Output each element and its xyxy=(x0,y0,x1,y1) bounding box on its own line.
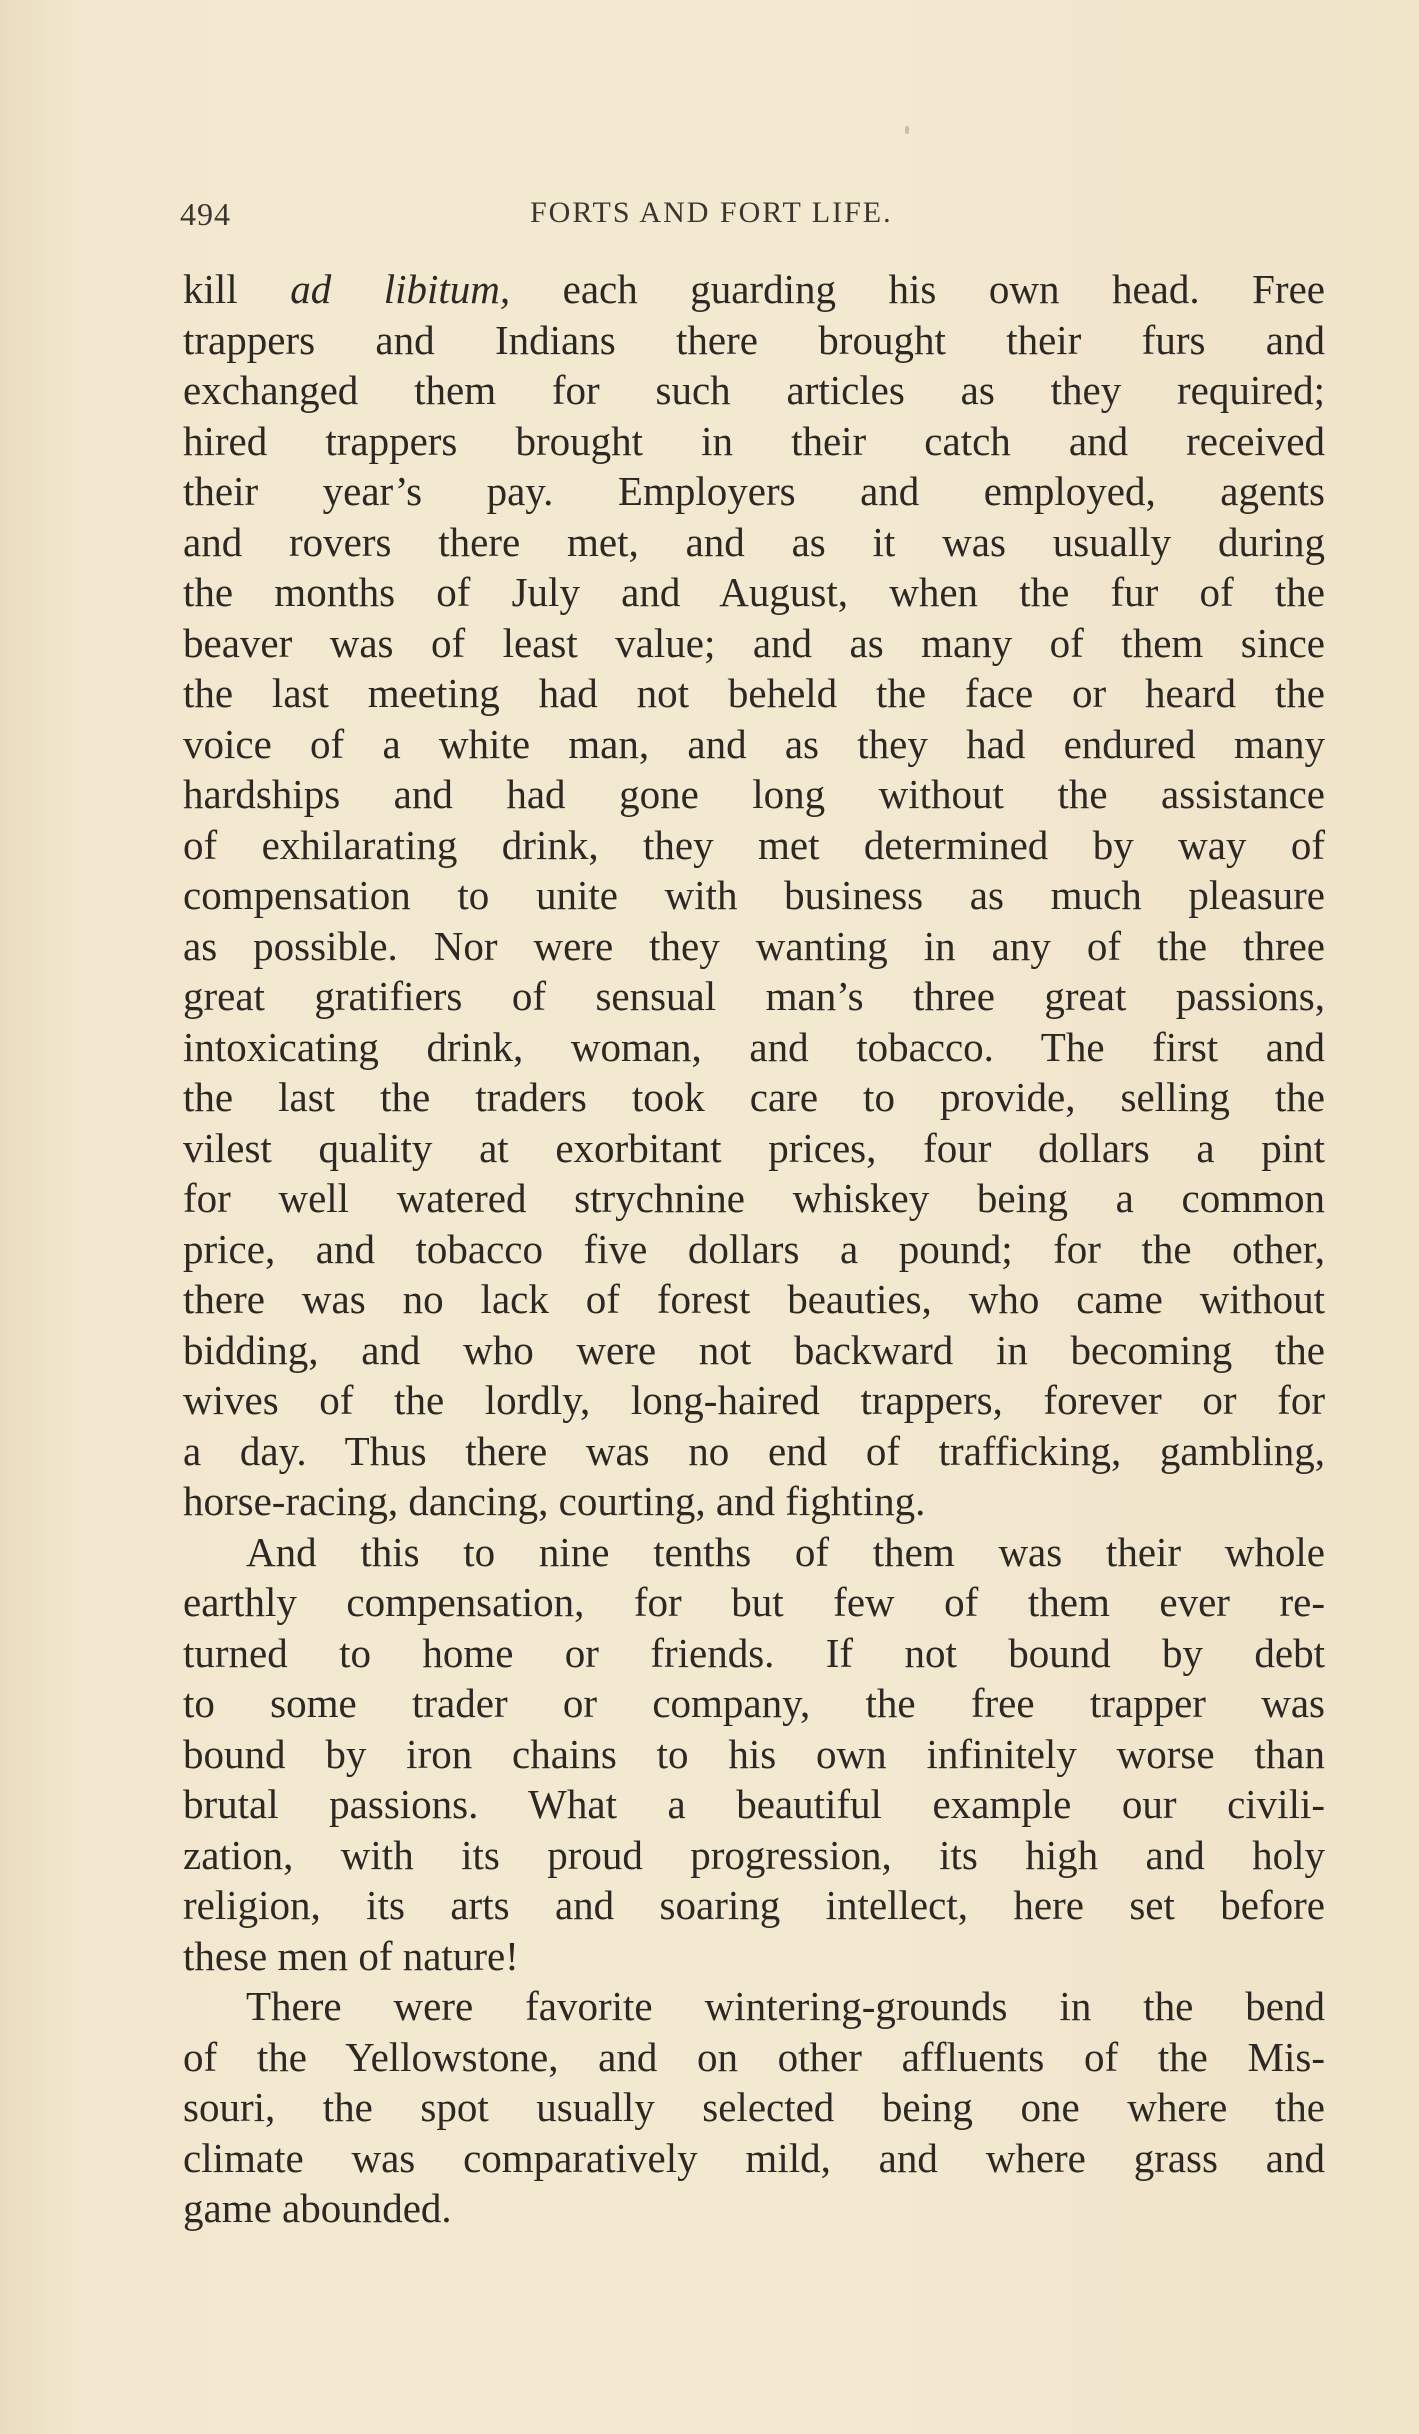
text-line: vilest quality at exorbitant prices, four dollars a pint xyxy=(183,1124,1325,1171)
text-line: bidding, and who were not backward in becoming the xyxy=(183,1326,1325,1373)
text-line: compensation to unite with business as much pleasure xyxy=(183,872,1325,918)
text-line: zation, with its proud progression, its high and holy xyxy=(183,1831,1325,1878)
text-line: voice of a white man, and as they had endured many xyxy=(183,720,1325,767)
text-line: hired trappers brought in their catch and received xyxy=(183,417,1325,464)
text-line: great gratifiers of sensual man’s three great passions, xyxy=(183,973,1325,1019)
text-line xyxy=(183,264,1325,315)
paragraph-start-line: And this to nine tenths of them was their whole xyxy=(246,1528,1325,1575)
text-line: climate was comparatively mild, and where grass and xyxy=(183,2134,1325,2181)
text-line: of exhilarating drink, they met determined by way of xyxy=(183,821,1325,868)
text-line: trappers and Indians there brought their furs and xyxy=(183,316,1325,363)
paragraph-start-line: There were favorite wintering-grounds in the bend xyxy=(246,1983,1325,2029)
text-line: brutal passions. What a beautiful example our civili- xyxy=(183,1781,1325,1827)
text-line: turned to home or friends. If not bound by debt xyxy=(183,1629,1325,1676)
text-line: the last meeting had not beheld the face or heard the xyxy=(183,670,1325,716)
text-line: of the Yellowstone, and on other affluents of the Mis- xyxy=(183,2033,1325,2080)
text-line: there was no lack of forest beauties, who came without xyxy=(183,1276,1325,1322)
text-line: religion, its arts and soaring intellect, here set before xyxy=(183,1882,1325,1928)
page-number: 494 xyxy=(180,196,231,232)
text-line: price, and tobacco five dollars a pound; for the other, xyxy=(183,1225,1325,1272)
text-line: souri, the spot usually selected being one where the xyxy=(183,2084,1325,2130)
text-line: beaver was of least value; and as many of them since xyxy=(183,619,1325,666)
text-line: their year’s pay. Employers and employed, agents xyxy=(183,468,1325,514)
text-line: to some trader or company, the free trapper was xyxy=(183,1680,1325,1726)
body-text xyxy=(183,264,1325,2234)
text-line: as possible. Nor were they wanting in any of the three xyxy=(183,922,1325,969)
text-line: a day. Thus there was no end of trafficking, gambling, xyxy=(183,1427,1325,1474)
text-line: exchanged them for such articles as they required; xyxy=(183,367,1325,413)
paper-speck xyxy=(905,126,909,134)
text-line: intoxicating drink, woman, and tobacco. The first and xyxy=(183,1023,1325,1070)
text-line-start: kill xyxy=(183,266,291,312)
text-line: for well watered strychnine whiskey being a common xyxy=(183,1175,1325,1221)
italic-phrase: ad libitum, xyxy=(290,266,511,312)
text-line: bound by iron chains to his own infinitely worse than xyxy=(183,1730,1325,1777)
paragraph-end-line: horse-racing, dancing, courting, and fighting. xyxy=(183,1478,926,1524)
text-line: the last the traders took care to provide, selling the xyxy=(183,1074,1325,1120)
paragraph-end-line: game abounded. xyxy=(183,2185,452,2231)
text-line: hardships and had gone long without the assistance xyxy=(183,771,1325,817)
text-line-end: each guarding his own head. Free xyxy=(510,266,1325,312)
text-line: earthly compensation, for but few of them ever re- xyxy=(183,1579,1325,1625)
page-header xyxy=(180,196,1325,248)
running-title: FORTS AND FORT LIFE. xyxy=(530,196,893,229)
text-line: wives of the lordly, long-haired trappers, forever or for xyxy=(183,1377,1325,1423)
paragraph-end-line: these men of nature! xyxy=(183,1932,519,1979)
text-line: and rovers there met, and as it was usually during xyxy=(183,518,1325,565)
text-line: the months of July and August, when the fur of the xyxy=(183,569,1325,615)
